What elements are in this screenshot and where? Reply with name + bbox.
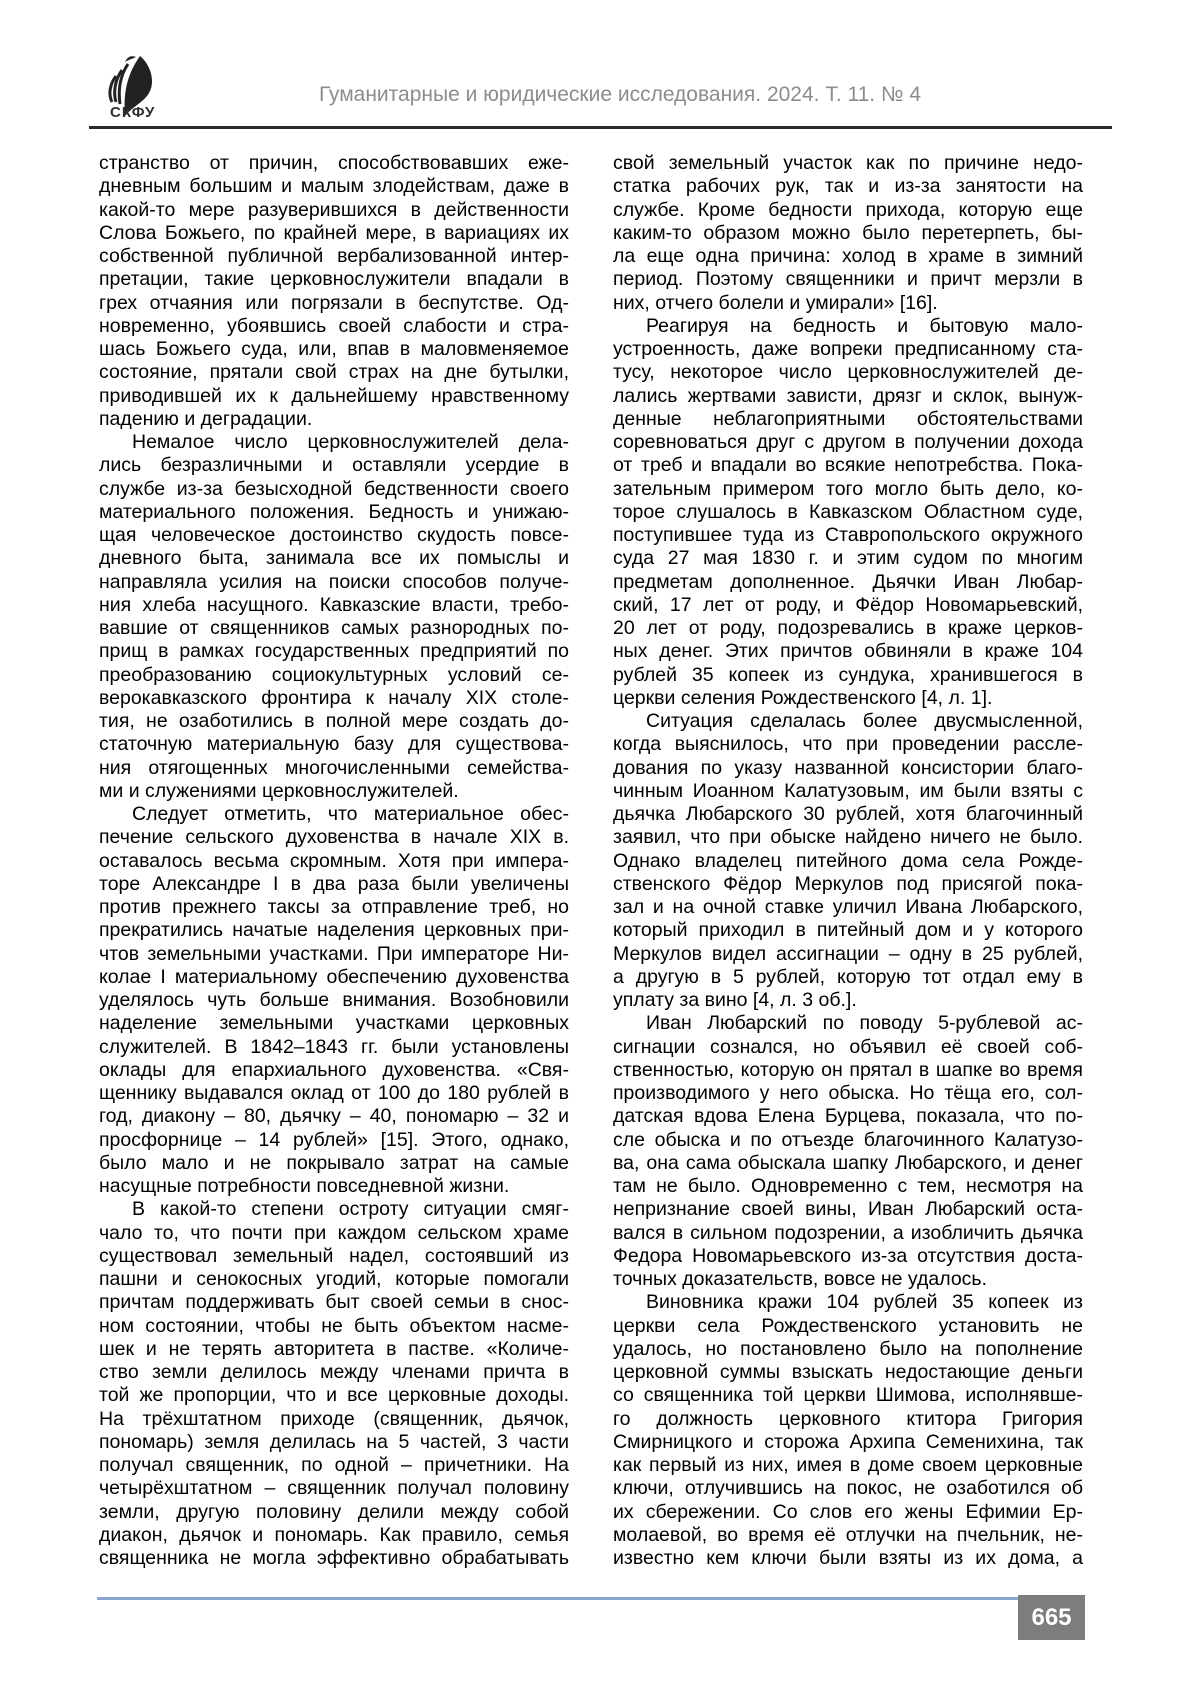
text-line: служителей. В 1842–1843 гг. были установлены [99, 1035, 569, 1058]
text-line: ных денег. Этих причтов обвиняли в краже 104 [613, 640, 1083, 663]
text-line: чтов земельными участками. При императоре Ни- [99, 942, 569, 965]
text-line: ский, 17 лет от роду, и Фёдор Новомарьевский, [613, 593, 1083, 616]
text-line: тия, не озаботились в полной мере создать до- [99, 710, 569, 732]
text-line: Слова Божьего, по крайней мере, в вариациях их [99, 221, 569, 244]
text-line: направляла усилия на поиски способов получе- [99, 570, 569, 593]
text-line: молаевой, во время её отлучки на пчельник, не- [613, 1523, 1083, 1546]
text-line: службе. Кроме бедности прихода, которую еще [613, 198, 1083, 221]
text-line: их сбережении. Со слов его жены Ефимии Ер- [613, 1500, 1083, 1523]
text-line: со священника той церкви Шимова, исполнявше- [613, 1384, 1083, 1407]
text-line: шась Божьего суда, или, впав в маловменяемое [99, 338, 569, 360]
text-line: странство от причин, способствовавших еже- [99, 152, 569, 174]
text-line: существовал земельный надел, состоявший из [99, 1244, 569, 1267]
text-line: точных доказательств, вовсе не удалось. [613, 1268, 987, 1290]
text-line: получал священник, по одной – причетники. На [99, 1454, 569, 1476]
text-line: земли, другую половину делили между собой [99, 1500, 569, 1523]
text-line: шек и не терять авторитета в пастве. «Количе- [99, 1337, 569, 1360]
text-line: дневным большим и малым злодействам, даже в [99, 175, 569, 198]
text-line: прищ в рамках государственных предприятий по [99, 640, 569, 663]
text-line: Федора Новомарьевского из-за отсутствия доста- [613, 1244, 1083, 1267]
text-line: ми и служениями церковнослужителей. [99, 779, 459, 802]
text-line: той же пропорции, что и все церковные доходы. [99, 1384, 569, 1407]
text-line: вавшие от священников самых разнородных по- [99, 617, 569, 639]
text-line: оставалось весьма скромным. Хотя при импера- [99, 849, 569, 872]
text-line: диакон, дьячок и пономарь. Как правило, семья [99, 1523, 569, 1546]
text-line: уделялось чуть больше внимания. Возобновили [99, 989, 569, 1011]
text-line: чало то, что почти при каждом сельском храме [99, 1221, 569, 1244]
text-line: торе Александре I в два раза были увеличены [99, 872, 569, 895]
text-line: новременно, убоявшись своей слабости и стра- [99, 314, 569, 337]
text-line: службе из-за безысходной бедственности своего [99, 477, 569, 500]
text-line: церковной суммы взыскать недостающие деньги [613, 1361, 1083, 1383]
text-line: уплату за вино [4, л. 3 об.]. [613, 989, 857, 1011]
text-line: устроенность, даже вопреки предписанному ста- [613, 338, 1083, 360]
page-number-badge: 665 [1018, 1595, 1085, 1640]
header-rule [89, 126, 1112, 129]
text-line: печение сельского духовенства в начале XIX в. [99, 826, 569, 849]
footer-rule [97, 1597, 1018, 1600]
text-line: поступившее туда из Ставропольского окружного [613, 524, 1083, 546]
text-line: верокавказского фронтира к началу XIX столе- [99, 686, 569, 709]
text-line: Меркулов видел ассигнации – одну в 25 рублей, [613, 942, 1083, 965]
text-line: вался в сильном подозрении, а изобличить дьячка [613, 1221, 1083, 1244]
text-line: соревноваться друг с другом в получении дохода [613, 431, 1083, 453]
text-line: Иван Любарский по поводу 5-рублевой ас- [646, 1012, 1083, 1035]
text-line: дьячка Любарского 30 рублей, хотя благочинный [613, 803, 1083, 825]
text-line: материального положения. Бедность и унижаю- [99, 500, 569, 523]
text-line: щая человеческое достоинство скудость повсе- [99, 524, 569, 546]
text-line: суда 27 мая 1830 г. и этим судом по многим [613, 547, 1083, 570]
text-line: состояние, прятали свой страх на дне бутылки, [99, 361, 569, 384]
text-line: ном состоянии, чтобы не быть объектом насме- [99, 1314, 569, 1337]
text-line: который приходил в питейный дом и у которого [613, 919, 1083, 942]
text-line: прекратились начатые наделения церковных при- [99, 919, 569, 942]
text-line: Смирницкого и сторожа Архипа Семенихина, так [613, 1430, 1083, 1453]
text-line: ственностью, которую он прятал в шапке во время [613, 1058, 1083, 1081]
text-line: насущные потребности повседневной жизни. [99, 1175, 510, 1197]
text-line: предметам дополненное. Дьячки Иван Любар- [613, 570, 1083, 593]
text-line: торое слушалось в Кавказском Областном суде, [613, 500, 1083, 523]
logo-text: СКФУ [110, 104, 156, 121]
text-line: В какой-то степени остроту ситуации смяг- [132, 1198, 569, 1221]
text-line: лались жертвами зависти, дрязг и склок, вынуж- [613, 384, 1083, 407]
text-line: ния отягощенных многочисленными семейства- [99, 756, 569, 779]
text-line: щеннику выдавался оклад от 100 до 180 рублей в [99, 1082, 569, 1104]
text-line: ва, она сама обыскала шапку Любарского, и денег [613, 1151, 1083, 1174]
text-line: статочную материальную базу для существова- [99, 733, 569, 756]
text-line: церкви селения Рождественского [4, л. 1]. [613, 686, 993, 709]
text-line: сигнации сознался, но объявил её своей соб- [613, 1035, 1083, 1058]
text-line: непризнание своей вины, Иван Любарский оста- [613, 1198, 1083, 1221]
text-line: 20 лет от роду, подозревались в краже церков- [613, 617, 1083, 639]
text-line: лись безразличными и оставляли усердие в [99, 454, 569, 477]
text-line: наделение земельными участками церковных [99, 1012, 569, 1035]
text-line: было мало и не покрывало затрат на самые [99, 1151, 569, 1174]
text-line: падению и деградации. [99, 407, 313, 430]
text-line: тусу, некоторое число церковнослужителей де- [613, 361, 1083, 384]
text-line: преобразованию социокультурных условий се- [99, 663, 569, 686]
text-line: ство земли делилось между членами причта в [99, 1361, 569, 1383]
text-line: денные неблагоприятными обстоятельствами [613, 407, 1083, 430]
text-line: них, отчего болели и умирали» [16]. [613, 291, 938, 314]
text-line: сле обыска и по отъезде благочинного Калатузо- [613, 1128, 1083, 1151]
text-line: Следует отметить, что материальное обес- [132, 803, 569, 825]
text-line: Немалое число церковнослужителей дела- [132, 431, 569, 453]
text-line: го должность церковного ктитора Григория [613, 1407, 1083, 1430]
text-line: как первый из них, имея в доме своем церковные [613, 1454, 1083, 1476]
text-line: приводившей их к дальнейшему нравственному [99, 384, 569, 407]
text-line: оклады для епархиального духовенства. «Свя- [99, 1058, 569, 1081]
text-line: а другую в 5 рублей, которую тот отдал ему в [613, 965, 1083, 988]
text-line: На трёхштатном приходе (священник, дьячок, [99, 1407, 569, 1430]
text-line: рублей 35 копеек из сундука, хранившегося в [613, 663, 1083, 686]
text-line: Ситуация сделалась более двусмысленной, [646, 710, 1083, 732]
text-line: удалось, но постановлено было на пополнение [613, 1337, 1083, 1360]
text-line: производимого у него обыска. Но тёща его, сол- [613, 1082, 1083, 1104]
text-line: заявил, что при обыске найдено ничего не было. [613, 826, 1083, 849]
article-body [99, 152, 1083, 1570]
journal-title: Гуманитарные и юридические исследования. 2024. Т. 11. № 4 [318, 83, 922, 106]
text-line: статка рабочих рук, так и из-за занятости на [613, 175, 1083, 198]
text-line: зал и на очной ставке уличил Ивана Любарского, [613, 896, 1083, 918]
text-line: известно кем ключи были взяты из их дома, а [613, 1547, 1083, 1569]
text-line: грех отчаяния или погрязали в беспутстве. Од- [99, 291, 569, 314]
text-line: дования по указу названной консистории благо- [613, 756, 1083, 779]
text-line: причтам поддерживать быт своей семьи в снос- [99, 1291, 569, 1314]
text-line: датская вдова Елена Бурцева, показала, что по- [613, 1105, 1083, 1128]
text-line: священника не могла эффективно обрабатывать [99, 1547, 569, 1569]
column-left [99, 152, 569, 1570]
column-right [613, 152, 1083, 1570]
text-line: там не было. Одновременно с тем, несмотря на [613, 1175, 1083, 1197]
text-line: ния хлеба насущного. Кавказские власти, требо- [99, 593, 569, 616]
text-line: Реагируя на бедность и бытовую мало- [646, 314, 1083, 337]
text-line: против прежнего таксы за отправление треб, но [99, 896, 569, 918]
text-line: период. Поэтому священники и причт мерзли в [613, 268, 1083, 291]
text-line: собственной публичной вербализованной интер- [99, 245, 569, 267]
text-line: Однако владелец питейного дома села Рожде- [613, 849, 1083, 872]
text-line: пашни и сенокосных угодий, которые помогали [99, 1268, 569, 1290]
text-line: дневного быта, занимала все их помыслы и [99, 547, 569, 570]
text-line: чинным Иоанном Калатузовым, им были взяты с [613, 779, 1083, 802]
text-line: какой-то мере разуверившихся в действенности [99, 198, 569, 221]
text-line: Виновника кражи 104 рублей 35 копеек из [646, 1291, 1083, 1314]
text-line: колае I материальному обеспечению духовенства [99, 965, 569, 988]
text-line: зательным примером того могло быть дело, ко- [613, 477, 1083, 500]
text-line: когда выяснилось, что при проведении рассле- [613, 733, 1083, 756]
text-line: ла еще одна причина: холод в храме в зимний [613, 245, 1083, 267]
text-line: просфорнице – 14 рублей» [15]. Этого, однако, [99, 1128, 569, 1151]
text-line: от треб и впадали во всякие непотребства. Пока- [613, 454, 1083, 477]
text-line: четырёхштатном – священник получал половину [99, 1477, 569, 1500]
text-line: церкви села Рождественского установить не [613, 1314, 1083, 1337]
text-line: пономарь) земля делилась на 5 частей, 3 части [99, 1430, 569, 1453]
text-line: ключи, отлучившись на покос, не озаботился об [613, 1477, 1083, 1500]
text-line: год, диакону – 80, дьячку – 40, пономарю – 32 и [99, 1105, 569, 1128]
text-line: претации, такие церковнослужители впадали в [99, 268, 569, 291]
text-line: каким-то образом можно было перетерпеть, бы- [613, 221, 1083, 244]
text-line: ственского Фёдор Меркулов под присягой пока- [613, 872, 1083, 895]
text-line: свой земельный участок как по причине недо- [613, 152, 1083, 174]
